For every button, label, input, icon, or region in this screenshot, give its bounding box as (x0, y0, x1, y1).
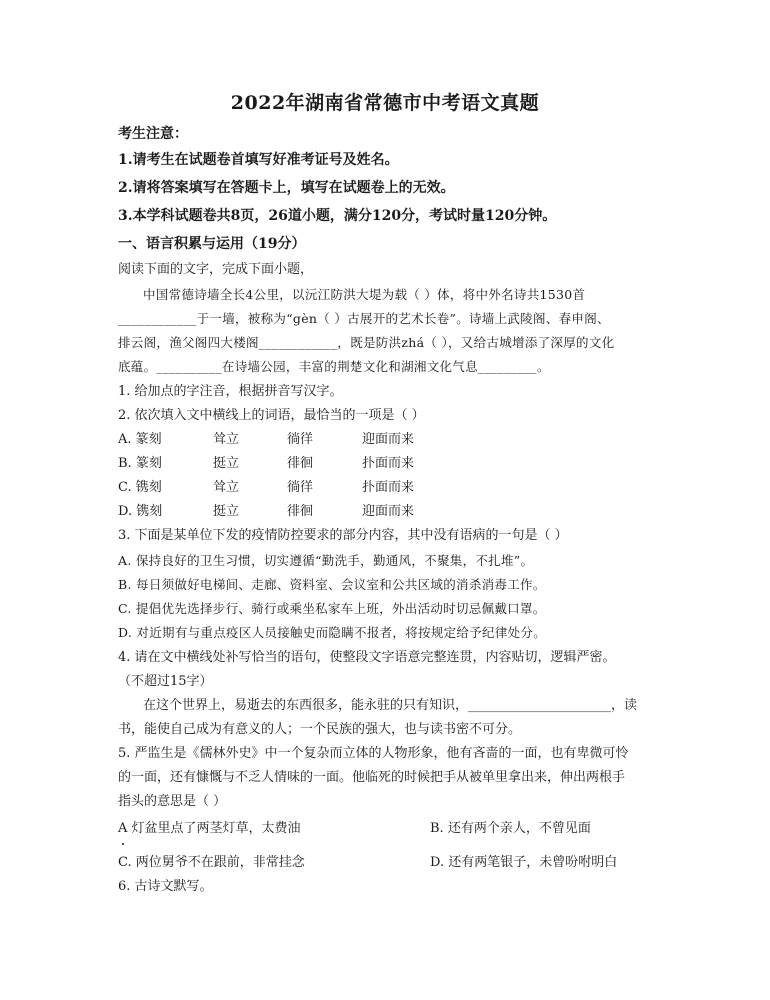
question-5-line-2: 的一面，还有慷慨与不乏人情味的一面。他临死的时候把手从被单里拿出来，伸出两根手 (118, 770, 626, 785)
q2-option-cell: 耸立 (213, 432, 240, 447)
q2-option-cell: 耸立 (213, 480, 240, 495)
section-heading: 一、语言积累与运用（19分） (118, 236, 306, 252)
q5-option-b: B. 还有两个亲人，不曾见面 (430, 821, 591, 836)
notice-item-2: 2.请将答案填写在答题卡上，填写在试题卷上的无效。 (118, 180, 455, 196)
q3-option-a: A. 保持良好的卫生习惯，切实遵循“勤洗手，勤通风，不聚集，不扎堆”。 (118, 553, 534, 568)
q2-option-cell: 徜徉 (287, 432, 314, 447)
q4-text-line-2: 书，能使自己成为有意义的人；一个民族的强大，也与读书密不可分。 (118, 722, 522, 737)
question-5-line-3: 指头的意思是（ ） (118, 794, 227, 809)
q5-option-d: D. 还有两笔银子，未曾吩咐明白 (430, 855, 618, 870)
question-2-stem: 2. 依次填入文中横线上的词语，最恰当的一项是（ ） (118, 408, 425, 423)
notice-item-3: 3.本学科试题卷共8页，26道小题，满分120分，考试时量120分钟。 (118, 208, 557, 224)
emphasis-dot (122, 843, 124, 845)
passage-line-3: 排云阁，渔父阁四大楼阁____________，既是防洪zhá（ ），又给古城增添了深厚的文化 (118, 335, 615, 350)
notice-item-1: 1.请考生在试题卷首填写好准考证号及姓名。 (118, 152, 399, 168)
question-6: 6. 古诗文默写。 (118, 879, 213, 894)
q2-option-cell: D. 镌刻 (118, 504, 163, 519)
q5-option-a: A 灯盆里点了两茎灯草，太费油 (118, 821, 301, 836)
q2-option-cell: 迎面而来 (362, 432, 415, 447)
passage-line-1: 中国常德诗墙全长4公里，以沅江防洪大堤为载（ ）体，将中外名诗共1530首 (143, 287, 586, 302)
q2-option-cell: B. 篆刻 (118, 456, 162, 471)
passage-line-2: ____________于一墙，被称为“gèn（ ）古展开的艺术长卷”。诗墙上武陵阁、春申阁、 (118, 311, 610, 326)
reading-instruction: 阅读下面的文字，完成下面小题， (118, 262, 314, 277)
q2-option-cell: 徘徊 (287, 456, 314, 471)
q2-option-cell: C. 镌刻 (118, 480, 162, 495)
q2-option-cell: 扑面而来 (362, 480, 415, 495)
q2-option-c (118, 480, 414, 496)
q2-option-cell: 迎面而来 (362, 504, 415, 519)
q2-option-cell: 扑面而来 (362, 456, 415, 471)
question-1: 1. 给加点的字注音，根据拼音写汉字。 (118, 384, 343, 399)
question-5-line-1: 5. 严监生是《儒林外史》中一个复杂而立体的人物形象，他有吝啬的一面，也有卑微可怜 (118, 746, 629, 761)
q2-option-cell: 挺立 (213, 504, 240, 519)
page-title: 2022年湖南省常德市中考语文真题 (230, 92, 540, 114)
q2-option-cell: A. 篆刻 (118, 432, 162, 447)
q3-option-c: C. 提倡优先选择步行、骑行或乘坐私家车上班，外出活动时切忌佩戴口罩。 (118, 601, 546, 616)
notice-heading: 考生注意： (118, 126, 188, 142)
q2-option-a (118, 432, 414, 448)
q4-text-line-1: 在这个世界上，易逝去的东西很多，能永驻的只有知识，______________________，读 (143, 698, 638, 713)
q3-option-b: B. 每日须做好电梯间、走廊、资料室、会议室和公共区域的消杀消毒工作。 (118, 577, 546, 592)
q4-word-limit: （不超过15字） (118, 674, 213, 689)
question-4-stem: 4. 请在文中横线处补写恰当的语句，使整段文字语意完整连贯，内容贴切，逻辑严密。 (118, 650, 616, 665)
q2-option-b (118, 456, 414, 472)
q2-option-cell: 挺立 (213, 456, 240, 471)
passage-line-4: 底蕴。__________在诗墙公园，丰富的荆楚文化和湖湘文化气息_________。 (118, 359, 550, 374)
q2-option-cell: 徜徉 (287, 480, 314, 495)
q2-option-cell: 徘徊 (287, 504, 314, 519)
q3-option-d: D. 对近期有与重点疫区人员接触史而隐瞒不报者，将按规定给予纪律处分。 (118, 625, 547, 640)
question-3-stem: 3. 下面是某单位下发的疫情防控要求的部分内容，其中没有语病的一句是（ ） (118, 528, 568, 543)
q2-option-d (118, 504, 414, 520)
q5-option-c: C. 两位舅爷不在跟前，非常挂念 (118, 855, 305, 870)
